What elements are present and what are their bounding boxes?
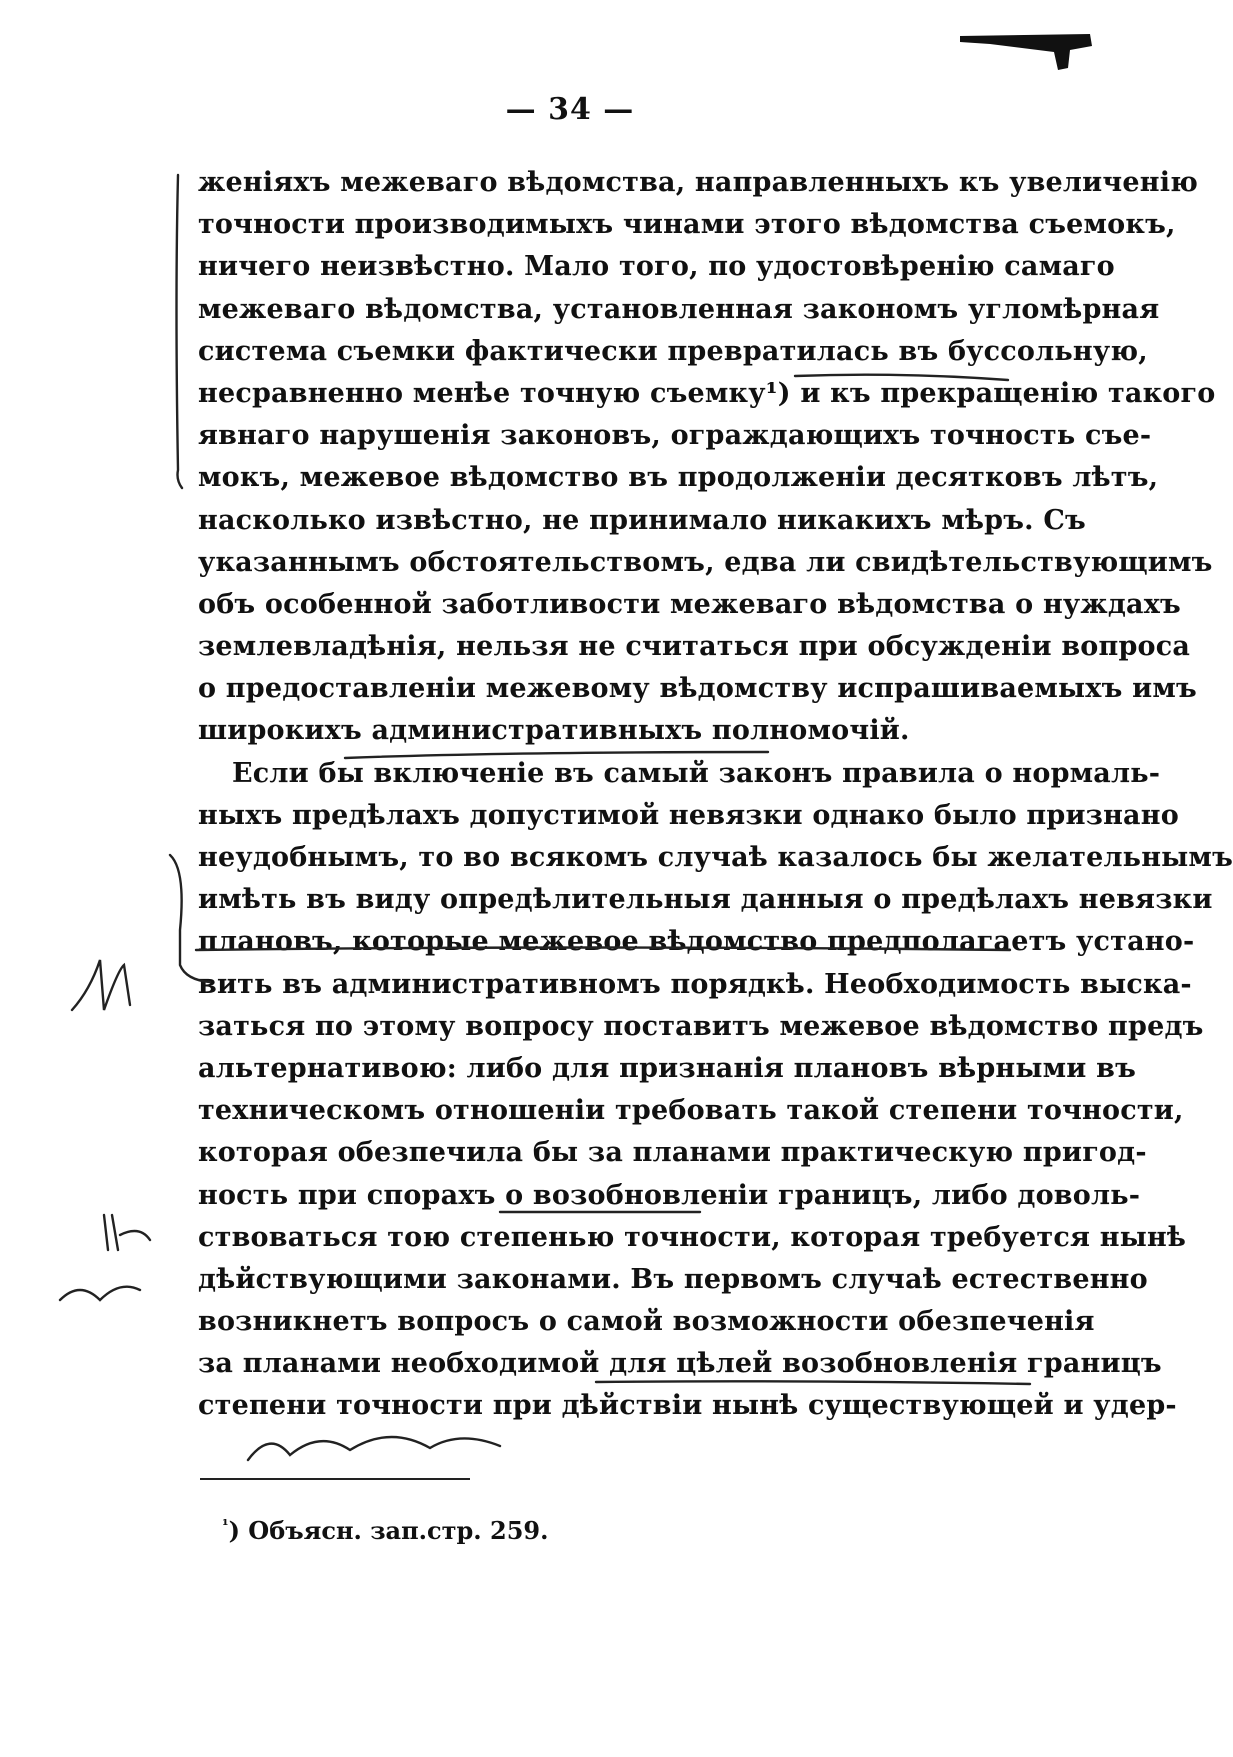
text-line: мокъ, межевое вѣдомство въ продолженіи десятковъ лѣтъ, <box>198 462 1159 494</box>
footnote-text: ) Объясн. зап.стр. 259. <box>228 1516 549 1545</box>
margin-bracket-1 <box>177 175 183 488</box>
footnote-rule <box>200 1478 470 1480</box>
text-line: ствоваться тою степенью точности, которая требуется нынѣ <box>198 1221 1187 1253</box>
text-line: ныхъ предѣлахъ допустимой невязки однако было признано <box>198 799 1179 831</box>
corner-ink-mark <box>950 28 1100 78</box>
signature-scribble <box>248 1437 500 1460</box>
text-line: плановъ, которые межевое вѣдомство предполагаетъ устано- <box>198 926 1195 958</box>
text-line: точности производимыхъ чинами этого вѣдомства съемокъ, <box>198 209 1176 241</box>
body-text <box>198 162 1233 1428</box>
text-line: вить въ административномъ порядкѣ. Необходимость выска- <box>198 968 1192 1000</box>
text-line: объ особенной заботливости межеваго вѣдомства о нуждахъ <box>198 588 1181 620</box>
footnote-mark: ¹ <box>222 1516 229 1534</box>
text-line: широкихъ административныхъ полномочій. <box>198 715 910 747</box>
text-line: степени точности при дѣйствіи нынѣ существующей и удер- <box>198 1390 1177 1422</box>
text-line: указаннымъ обстоятельствомъ, едва ли свидѣтельствующимъ <box>198 546 1213 578</box>
text-line: межеваго вѣдомства, установленная закономъ угломѣрная <box>198 293 1160 325</box>
text-line: техническомъ отношеніи требовать такой степени точности, <box>198 1095 1184 1127</box>
text-line: женіяхъ межеваго вѣдомства, направленныхъ къ увеличенію <box>198 167 1199 198</box>
text-line: несравненно менѣе точную съемку¹) и къ прекращенію такого <box>198 377 1216 409</box>
text-line: явнаго нарушенія законовъ, ограждающихъ точность съе- <box>198 420 1152 452</box>
text-line: заться по этому вопросу поставитъ межевое вѣдомство предъ <box>198 1010 1204 1042</box>
page-number: — 34 — <box>505 92 635 127</box>
text-line: которая обезпечила бы за планами практическую пригод- <box>198 1137 1147 1169</box>
text-line: дѣйствующими законами. Въ первомъ случаѣ естественно <box>198 1263 1148 1295</box>
text-line: неудобнымъ, то во всякомъ случаѣ казалось бы желательнымъ <box>198 842 1233 873</box>
margin-note-3 <box>60 1287 140 1300</box>
margin-note-1 <box>72 960 130 1010</box>
text-line: Если бы включеніе въ самый законъ правила о нормаль- <box>232 757 1161 789</box>
text-line: имѣть въ виду опредѣлительныя данныя о предѣлахъ невязки <box>198 884 1213 916</box>
margin-note-2 <box>104 1215 150 1250</box>
text-line: за планами необходимой для цѣлей возобновленія границъ <box>198 1348 1162 1380</box>
text-line: альтернативою: либо для признанія плановъ вѣрными въ <box>198 1052 1136 1084</box>
text-line: ничего неизвѣстно. Мало того, по удостовѣренію самаго <box>198 251 1115 283</box>
text-line: о предоставленіи межевому вѣдомству испрашиваемыхъ имъ <box>198 673 1197 705</box>
text-line: землевладѣнія, нельзя не считаться при обсужденіи вопроса <box>198 631 1191 663</box>
text-line: ность при спорахъ о возобновленіи границъ, либо доволь- <box>198 1179 1141 1211</box>
footnote <box>222 1516 548 1545</box>
text-line: возникнетъ вопросъ о самой возможности обезпеченія <box>198 1306 1095 1338</box>
text-line: насколько извѣстно, не принимало никакихъ мѣръ. Съ <box>198 504 1086 536</box>
text-line: система съемки фактически превратилась въ буссольную, <box>198 335 1148 367</box>
